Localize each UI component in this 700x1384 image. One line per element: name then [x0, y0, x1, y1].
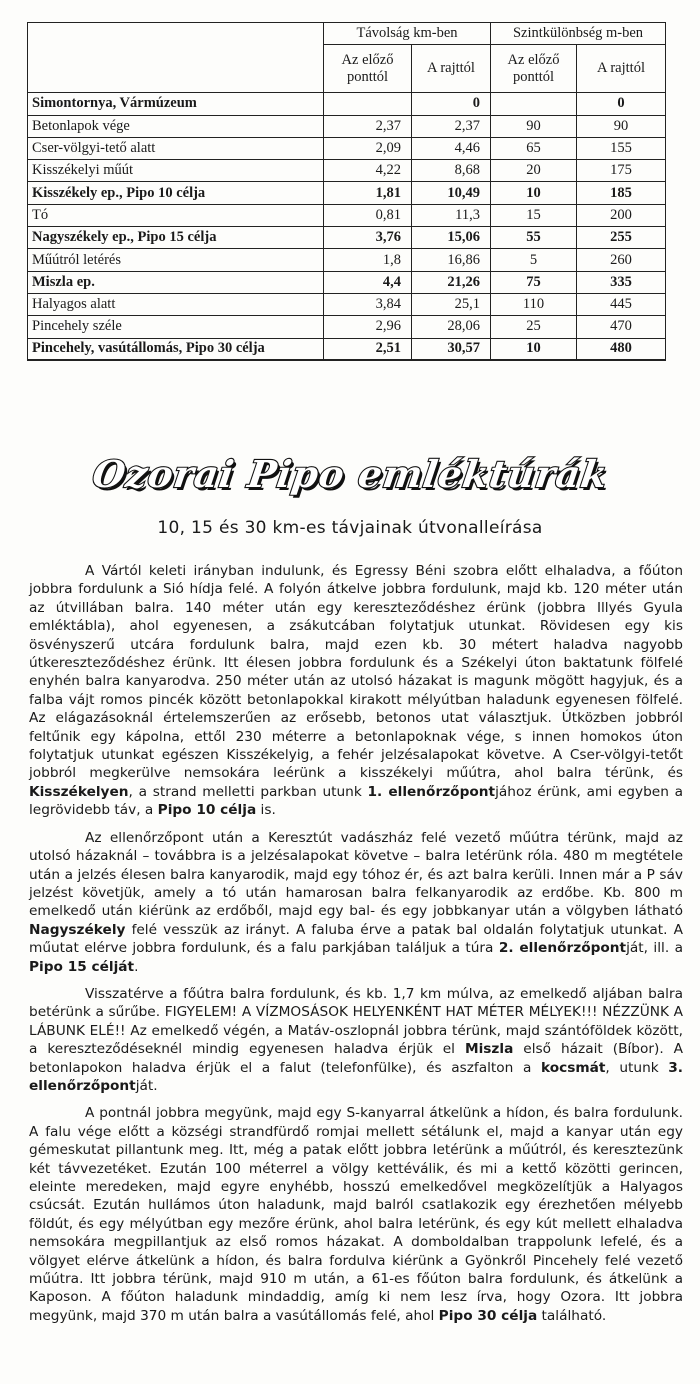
checkpoint-name-cell: Simontornya, Vármúzeum [28, 93, 324, 115]
distance-from-prev-header: Az előző ponttól [324, 45, 412, 93]
table-row [28, 182, 666, 204]
text-run: jához érünk, ami egyben a legrövidebb táv, a [29, 783, 683, 819]
route-table [27, 22, 666, 361]
distance-from-prev-cell: 2,09 [324, 137, 412, 159]
distance-from-start-cell: 8,68 [412, 160, 491, 182]
distance-from-prev-cell: 1,81 [324, 182, 412, 204]
checkpoint-name-cell: Betonlapok vége [28, 115, 324, 137]
distance-from-start-cell: 28,06 [412, 316, 491, 338]
bold-text: Pipo 10 célja [157, 802, 257, 819]
distance-from-prev-cell: 3,76 [324, 227, 412, 249]
text-run: Az ellenőrzőpont után a Keresztút vadászház felé vezető műútra térünk, majd az utolsó házaknál – továbbra is a jelzésalapokat követve – balra letérünk róla. 480 m megtétele után a jelzés élesen balra kanyarodik, majd egy tóhoz ér, és azt balra kerüli. Innen már a P sáv jelzést követjük, amely a tó után hamarosan balra felkanyarodik az erdőbe. Kb. 800 m emelkedő után kiérünk az erdőből, majd egy bal- és egy jobbkanyar után a völgyben látható [29, 829, 683, 920]
elevation-from-start-cell: 470 [577, 316, 666, 338]
elevation-from-prev-cell: 10 [491, 338, 577, 360]
distance-from-start-cell: 30,57 [412, 338, 491, 360]
distance-from-start-cell: 16,86 [412, 249, 491, 271]
distance-from-start-header: A rajttól [412, 45, 491, 93]
distance-from-start-cell: 15,06 [412, 227, 491, 249]
checkpoint-name-cell: Tó [28, 204, 324, 226]
elevation-from-prev-cell: 90 [491, 115, 577, 137]
table-row [28, 160, 666, 182]
text-run: Visszatérve a főútra balra fordulunk, és kb. 1,7 km múlva, az emelkedő aljában balra betérünk a sűrűbe. FIGYELEM! A VÍZMOSÁSOK HELYENKÉNT HAT MÉTER MÉLYEK!!! NÉZZÜNK A LÁBUNK ELÉ!! Az emelkedő végén, a Matáv-oszlopnál jobbra térünk, majd szántóföldek között, a kereszteződéseknél mindig egyenesen haladva érjük el [29, 985, 683, 1058]
paragraph [29, 985, 683, 1095]
table-row [28, 249, 666, 271]
paragraph [29, 562, 683, 820]
elevation-from-start-cell: 200 [577, 204, 666, 226]
elevation-from-prev-cell: 25 [491, 316, 577, 338]
elevation-from-prev-cell: 110 [491, 293, 577, 315]
elevation-from-start-cell: 335 [577, 271, 666, 293]
bold-text: Miszla [464, 1041, 514, 1058]
elevation-from-prev-cell: 5 [491, 249, 577, 271]
distance-group-header: Távolság km-ben [324, 23, 491, 45]
elevation-from-prev-cell: 65 [491, 137, 577, 159]
distance-from-prev-cell: 2,96 [324, 316, 412, 338]
text-run: , utunk [605, 1059, 669, 1076]
page-subtitle: 10, 15 és 30 km-es távjainak útvonalleírása [157, 518, 543, 538]
checkpoint-name-cell: Cser-völgyi-tető alatt [28, 137, 324, 159]
distance-from-prev-cell: 2,37 [324, 115, 412, 137]
elevation-from-start-cell: 90 [577, 115, 666, 137]
distance-from-start-cell: 0 [412, 93, 491, 115]
table-row [28, 293, 666, 315]
table-row [28, 137, 666, 159]
bold-text: kocsmát [540, 1059, 606, 1076]
distance-from-start-cell: 4,46 [412, 137, 491, 159]
text-run: is. [256, 802, 276, 819]
bold-text: 1. ellenőrzőpont [367, 783, 496, 800]
distance-from-prev-cell: 4,4 [324, 271, 412, 293]
bold-text: Kisszékelyen [29, 783, 129, 800]
elevation-from-start-cell: 185 [577, 182, 666, 204]
checkpoint-name-cell: Műútról letérés [28, 249, 324, 271]
table-group-header-row [28, 23, 666, 45]
checkpoint-name-cell: Pincehely széle [28, 316, 324, 338]
text-run: első házait (Bíbor). A betonlapokon haladva érjük el a falut (telefonfülke), és aszfalton a [29, 1041, 684, 1076]
elevation-from-start-cell: 260 [577, 249, 666, 271]
heading-wrap [0, 452, 700, 496]
elevation-from-prev-header: Az előző ponttól [491, 45, 577, 93]
elevation-from-prev-cell: 20 [491, 160, 577, 182]
elevation-from-start-cell: 175 [577, 160, 666, 182]
checkpoint-name-cell: Kisszékely ep., Pipo 10 célja [28, 182, 324, 204]
table-row [28, 316, 666, 338]
text-run: található. [537, 1307, 607, 1324]
checkpoint-name-cell: Nagyszékely ep., Pipo 15 célja [28, 227, 324, 249]
table-row [28, 93, 666, 115]
bold-text: 3. ellenőrzőpont [29, 1059, 684, 1094]
elevation-group-header: Szintkülönbség m-ben [491, 23, 666, 45]
distance-from-prev-cell: 0,81 [324, 204, 412, 226]
text-run: felé vesszük az irányt. A faluba érve a patak bal oldalán folytatjuk utunkat. A műutat elérve jobbra fordulunk, és a falu parkjában találjuk a túra [29, 921, 683, 957]
text-run: , a strand melletti parkban utunk [128, 783, 368, 800]
table-row [28, 338, 666, 360]
paragraph [29, 1104, 683, 1325]
distance-from-start-cell: 21,26 [412, 271, 491, 293]
distance-from-prev-cell [324, 93, 412, 115]
table-row [28, 227, 666, 249]
text-run: A Vártól keleti irányban indulunk, és Egressy Béni szobra előtt elhaladva, a főúton jobbra fordulunk a Sió hídja felé. A folyón átkelve jobbra fordulunk, majd kb. 120 méter után az útvillában balra. 140 méter után egy kereszteződéshez érünk (jobbra Illyés Gyula emléktábla), ahol egyenesen, a zsákutcában folytatjuk utunkat. Rövidesen egy kis ösvényszerű utcára fordulunk balra, majd ezen kb. 30 métert haladva nagyobb útkereszteződéshez érünk. Itt élesen jobbra fordulunk és a Székelyi úton baktatunk fölfelé enyhén balra kanyarodva. 250 méter után az utolsó házakat is magunk mögött hagyjuk, és a falba vájt romos pincék között betonlapokkal kirakott mélyútban haladunk egyenesen fölfelé. Az elágazásoknál értelemszerűen az erősebb, betonos utat választjuk. Útközben jobbról feltűnik egy kápolna, ettől 230 méterre a betonlapoknak vége, s innen homokos úton folytatjuk utunkat egészen Kisszékelyig, a fehér jelzésalapokat követve. A Cser-völgyi-tetőt jobbról megkerülve nemsokára leérünk a kisszékelyi műútra, ahol balra térünk, és [29, 563, 683, 782]
route-description [29, 562, 683, 1334]
distance-from-prev-cell: 4,22 [324, 160, 412, 182]
elevation-from-prev-cell: 75 [491, 271, 577, 293]
page-title: Ozorai Pipo emléktúrák [89, 452, 611, 496]
elevation-from-prev-cell: 10 [491, 182, 577, 204]
text-run: ját. [135, 1077, 158, 1094]
table-row [28, 271, 666, 293]
distance-from-prev-cell: 2,51 [324, 338, 412, 360]
table-row [28, 115, 666, 137]
bold-text: 2. ellenőrzőpont [498, 940, 627, 957]
bold-text: Pipo 15 célját [29, 958, 135, 975]
table-row [28, 204, 666, 226]
elevation-from-prev-cell: 15 [491, 204, 577, 226]
distance-from-prev-cell: 1,8 [324, 249, 412, 271]
table-body [28, 93, 666, 361]
bold-text: Nagyszékely [29, 921, 126, 938]
distance-from-start-cell: 10,49 [412, 182, 491, 204]
distance-from-start-cell: 25,1 [412, 293, 491, 315]
elevation-from-start-header: A rajttól [577, 45, 666, 93]
elevation-from-prev-cell [491, 93, 577, 115]
text-run: A pontnál jobbra megyünk, majd egy S-kanyarral átkelünk a hídon, és balra fordulunk. A falu vége előtt a községi strandfürdő romjai mellett sétálunk el, majd a kanyar után egy gémeskutat pillantunk meg. Itt, még a patak előtt jobbra letérünk a műútról, és keresztezünk két távvezetéket. Ezután 100 méterrel a völgy kettéválik, és mi a kettő közötti gerincen, eleinte meredeken, majd egyre enyhébb, hosszú emelkedővel megközelítjük a Halyagos csúcsát. Ezután hullámos úton haladunk, majd balról csatlakozik egy érezhetően mélyebb földút, és egy mélyútban egy mezőre érünk, ahol balra letérünk, és egy kút mellett elhaladva nemsokára megpillantjuk az első romos házakat. A domboldalban trappolunk lefelé, és a völgyet elérve átkelünk a hídon, és balra fordulva kiérünk a Gyönkről Pincehely felé vezető műútra. Itt jobbra térünk, majd 910 m után, a 61-es főúton balra fordulunk, és átkelünk a Kaposon. A főúton haladunk mindaddig, amíg ki nem lesz írva, hogy Ozora. Itt jobbra megyünk, majd 370 m után balra a vasútállomás felé, ahol [29, 1105, 683, 1324]
elevation-from-start-cell: 255 [577, 227, 666, 249]
checkpoint-name-cell: Miszla ep. [28, 271, 324, 293]
elevation-from-prev-cell: 55 [491, 227, 577, 249]
elevation-from-start-cell: 155 [577, 137, 666, 159]
paragraph [29, 829, 683, 976]
text-run: . [134, 958, 139, 975]
elevation-from-start-cell: 445 [577, 293, 666, 315]
distance-from-start-cell: 11,3 [412, 204, 491, 226]
checkpoint-name-cell: Halyagos alatt [28, 293, 324, 315]
elevation-from-start-cell: 0 [577, 93, 666, 115]
distance-from-prev-cell: 3,84 [324, 293, 412, 315]
elevation-from-start-cell: 480 [577, 338, 666, 360]
bold-text: Pipo 30 célja [438, 1307, 538, 1324]
checkpoint-name-cell: Pincehely, vasútállomás, Pipo 30 célja [28, 338, 324, 360]
distance-from-start-cell: 2,37 [412, 115, 491, 137]
text-run: ját, ill. a [626, 940, 683, 957]
checkpoint-name-cell: Kisszékelyi műút [28, 160, 324, 182]
table-corner-cell [28, 23, 324, 93]
